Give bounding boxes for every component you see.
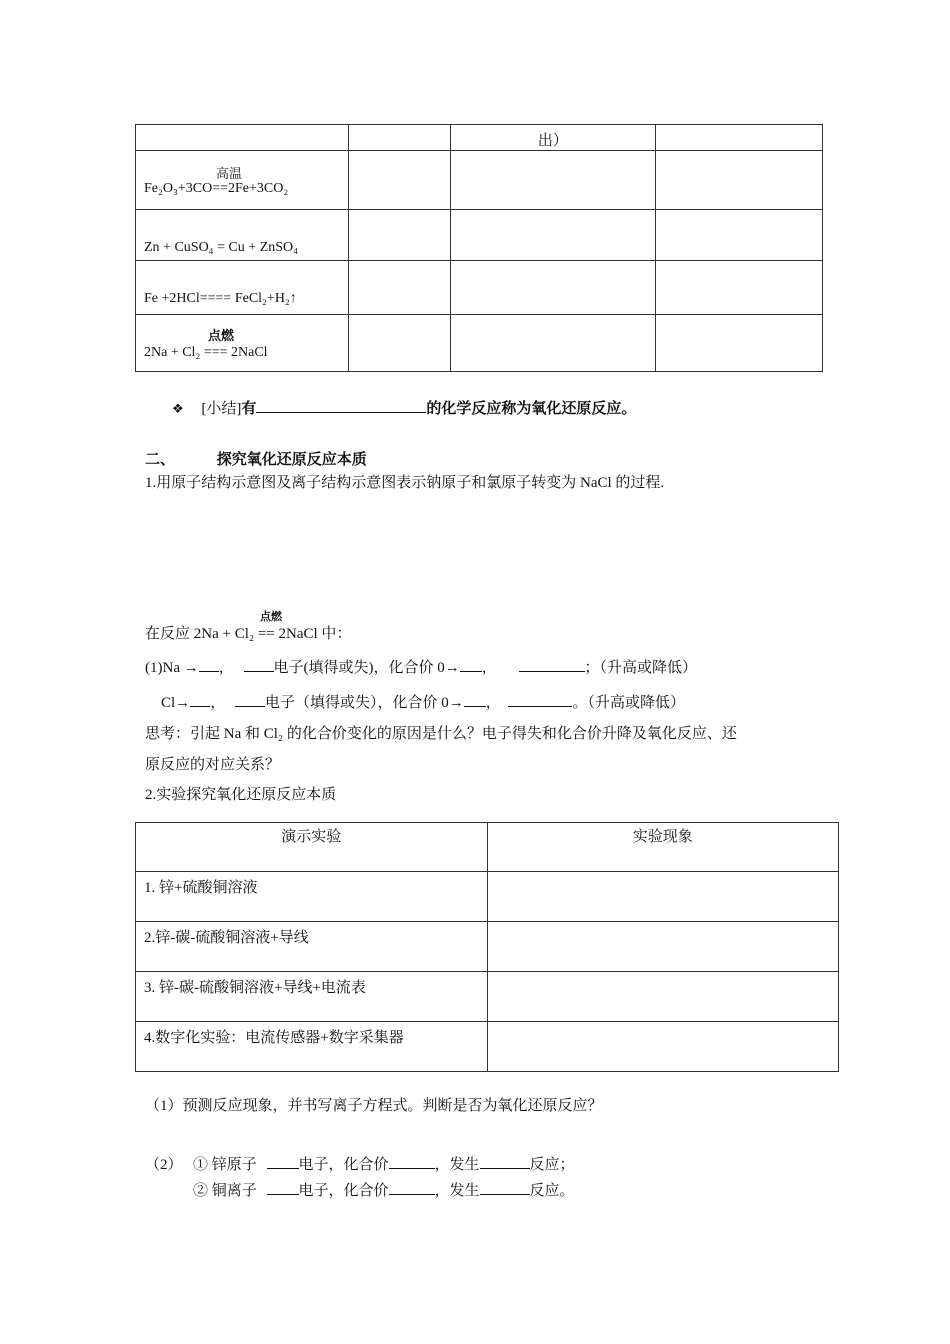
bullet-icon: ❖ xyxy=(172,402,184,417)
na-sep: ， xyxy=(218,660,234,676)
na-valence-blank[interactable] xyxy=(460,657,482,672)
table-row xyxy=(136,922,839,972)
table1-header-cont: 出） xyxy=(537,133,568,149)
zn-reaction-blank[interactable] xyxy=(480,1154,530,1169)
item1-text: 1.用原子结构示意图及离子结构示意图表示钠原子和氯原子转变为 NaCl 的过程. xyxy=(145,475,665,491)
na-fill-line xyxy=(145,656,697,677)
table2-header-phenomenon: 实验现象 xyxy=(487,823,838,872)
cl-electron-blank[interactable] xyxy=(235,692,265,707)
zn-valence-text: 电子，化合价 xyxy=(298,1157,389,1173)
phenomenon-cell[interactable] xyxy=(487,872,838,922)
cu-valence-blank[interactable] xyxy=(389,1180,435,1195)
question-2-label: （2） xyxy=(145,1157,183,1173)
table1-header-cell-2 xyxy=(348,125,450,151)
section2-heading xyxy=(145,448,367,469)
table1-header-cell-4 xyxy=(656,125,823,151)
table2-header-experiment: 演示实验 xyxy=(136,823,488,872)
cl-valence-blank[interactable] xyxy=(464,692,486,707)
table-row xyxy=(136,872,839,922)
summary-prefix: 有 xyxy=(241,401,257,417)
phenomenon-cell[interactable] xyxy=(487,922,838,972)
cl-sep: ， xyxy=(210,695,226,711)
cl-sep2: ， xyxy=(485,695,501,711)
zn-occur-text: ，发生 xyxy=(434,1157,480,1173)
equation-formula: Zn + CuSO₄ = Cu + ZnSO₄ xyxy=(144,240,299,255)
cl-change-blank[interactable] xyxy=(508,692,572,707)
table1-header-cell-3 xyxy=(450,125,656,151)
zn-end: 反应； xyxy=(529,1157,575,1173)
cu-occur-text: ，发生 xyxy=(434,1183,480,1199)
table-row xyxy=(136,210,823,261)
table1-header-cell-1 xyxy=(136,125,349,151)
experiment-label: 1. 锌+硫酸铜溶液 xyxy=(144,880,258,896)
table-row xyxy=(136,151,823,210)
cu-prefix: ② 铜离子 xyxy=(193,1183,257,1199)
zn-valence-blank[interactable] xyxy=(389,1154,435,1169)
section2-title: 探究氧化还原反应本质 xyxy=(216,452,367,468)
na-end: ；（升高或降低） xyxy=(584,660,698,676)
reaction-line: 在反应 2Na + Cl₂ == 2NaCl 中： xyxy=(145,626,352,642)
question-1: （1）预测反应现象，并书写离子方程式。判断是否为氧化还原反应？ xyxy=(145,1098,603,1114)
na-sep2: ， xyxy=(481,660,497,676)
table-row xyxy=(136,972,839,1022)
question-2-zn xyxy=(193,1153,575,1174)
table-row xyxy=(136,315,823,372)
table-row xyxy=(136,261,823,315)
summary-line xyxy=(172,397,636,418)
summary-suffix: 的化学反应称为氧化还原反应。 xyxy=(426,401,637,417)
na-prefix: (1)Na → xyxy=(145,660,199,676)
cl-end: 。（升高或降低） xyxy=(572,695,685,711)
cl-ion-blank[interactable] xyxy=(190,692,210,707)
think-line-1: 思考：引起 Na 和 Cl₂ 的化合价变化的原因是什么？电子得失和化合价升降及氧化反应、还 xyxy=(145,726,737,742)
cl-valence-text: 电子（填得或失），化合价 0→ xyxy=(264,695,464,711)
item2-text: 2.实验探究氧化还原反应本质 xyxy=(145,787,337,803)
condition-label: 点燃 xyxy=(208,328,235,343)
experiment-label: 2.锌-碳-硫酸铜溶液+导线 xyxy=(144,930,309,946)
cu-valence-text: 电子，化合价 xyxy=(298,1183,389,1199)
zn-prefix: ① 锌原子 xyxy=(193,1157,257,1173)
phenomenon-cell[interactable] xyxy=(487,1022,838,1072)
zn-electron-blank[interactable] xyxy=(267,1154,299,1169)
table-row xyxy=(136,1022,839,1072)
cl-prefix: Cl→ xyxy=(161,695,191,711)
reaction-condition: 点燃 xyxy=(260,611,282,623)
section2-number: 二、 xyxy=(145,452,176,468)
na-valence-text: 电子(填得或失)，化合价 0→ xyxy=(273,660,460,676)
experiment-label: 3. 锌-碳-硫酸铜溶液+导线+电流表 xyxy=(144,980,366,996)
na-ion-blank[interactable] xyxy=(199,657,219,672)
reaction-table xyxy=(135,124,823,372)
summary-blank[interactable] xyxy=(256,398,426,413)
equation-formula: Fe₂O₃+3CO==2Fe+3CO₂ xyxy=(144,181,289,196)
cu-reaction-blank[interactable] xyxy=(480,1180,530,1195)
cu-end: 反应。 xyxy=(529,1183,575,1199)
cl-fill-line xyxy=(161,691,685,712)
equation-formula: 2Na + Cl₂ === 2NaCl xyxy=(144,345,268,360)
experiment-label: 4.数字化实验：电流传感器+数字采集器 xyxy=(144,1030,404,1046)
summary-label: [小结] xyxy=(201,401,242,417)
equation-formula: Fe +2HCl==== FeCl₂+H₂↑ xyxy=(144,291,297,306)
condition-label: 高温 xyxy=(216,166,243,181)
na-change-blank[interactable] xyxy=(519,657,585,672)
experiment-table xyxy=(135,822,839,1072)
cu-electron-blank[interactable] xyxy=(267,1180,299,1195)
na-electron-blank[interactable] xyxy=(244,657,274,672)
phenomenon-cell[interactable] xyxy=(487,972,838,1022)
question-2-cu xyxy=(193,1179,575,1200)
think-line-2: 原反应的对应关系？ xyxy=(145,757,281,773)
